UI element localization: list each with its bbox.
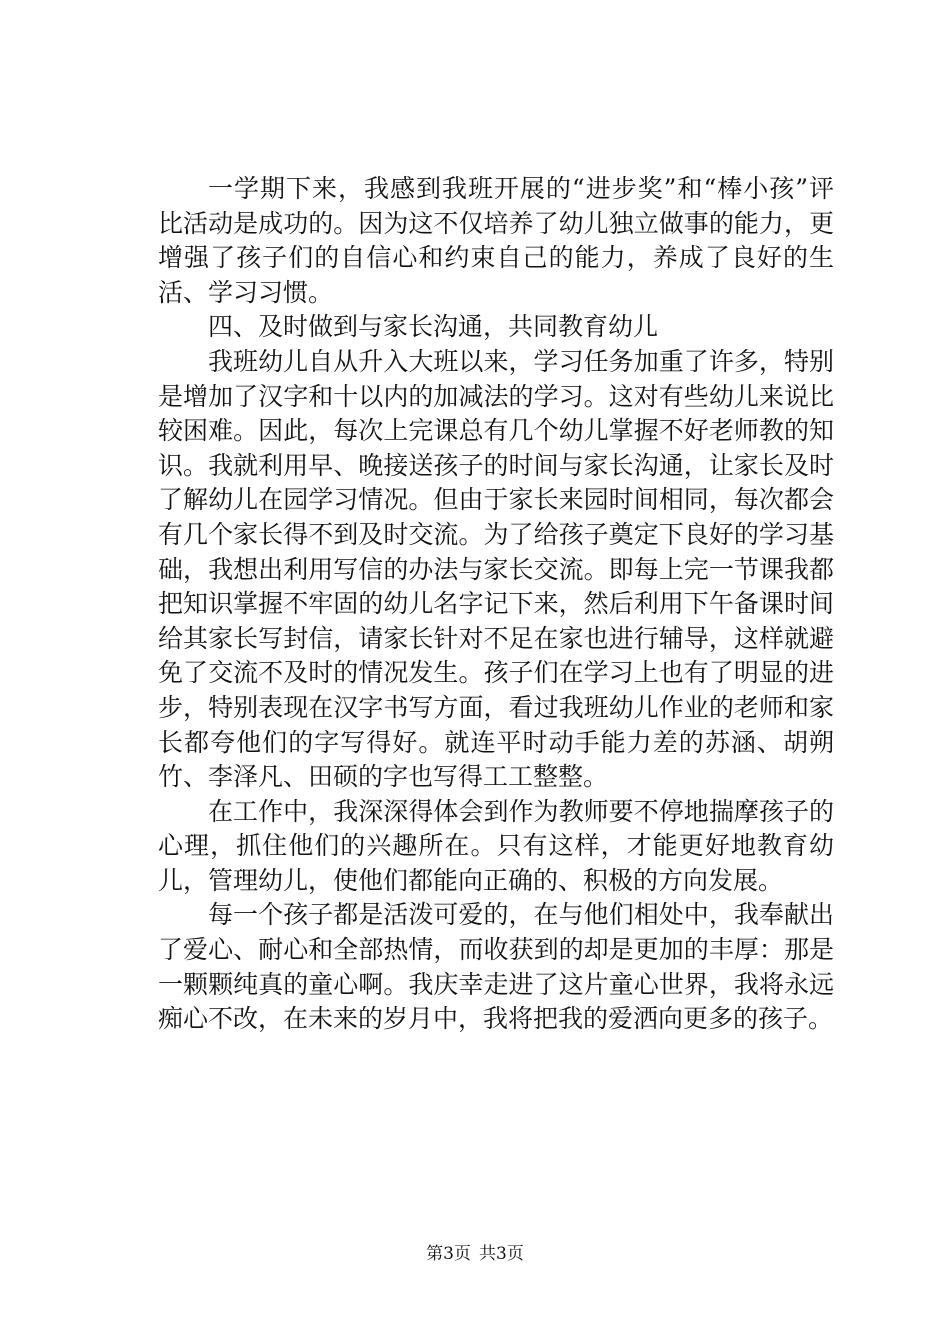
paragraph-parent-communication: 我班幼儿自从升入大班以来，学习任务加重了许多，特别是增加了汉字和十以内的加减法的学习。这对有些幼儿来说比较困难。因此，每次上完课总有几个幼儿掌握不好老师教的知识。我就利用早、晚接送孩子的时间与家长沟通，让家长及时了解幼儿在园学习情况。但由于家长来园时间相同，每次都会有几个家长得不到及时交流。为了给孩子奠定下良好的学习基础，我想出利用写信的办法与家长交流。即每上完一节课我都把知识掌握不牢固的幼儿名字记下来，然后利用下午备课时间给其家长写封信，请家长针对不足在家也进行辅导，这样就避免了交流不及时的情况发生。孩子们在学习上也有了明显的进步，特别表现在汉字书写方面，看过我班幼儿作业的老师和家长都夸他们的字写得好。就连平时动手能力差的苏涵、胡朔竹、李泽凡、田硕的字也写得工工整整。 [158,346,834,792]
page-number: 第3页 [426,1244,471,1264]
paragraph-reflection: 在工作中，我深深得体会到作为教师要不停地揣摩孩子的心理，抓住他们的兴趣所在。只有这样，才能更好地教育幼儿，管理幼儿，使他们都能向正确的、积极的方向发展。 [158,796,834,895]
paragraph-summary: 一学期下来，我感到我班开展的“进步奖”和“棒小孩”评比活动是成功的。因为这不仅培养了幼儿独立做事的能力，更增强了孩子们的自信心和约束自己的能力，养成了良好的生活、学习习惯。 [158,174,834,307]
paragraph-closing: 每一个孩子都是活泼可爱的，在与他们相处中，我奉献出了爱心、耐心和全部热情，而收获到的却是更加的丰厚：那是一颗颗纯真的童心啊。我庆幸走进了这片童心世界，我将永远痴心不改，在未来的岁月中，我将把我的爱洒向更多的孩子。 [158,900,834,1034]
page-footer [0,1243,950,1265]
section-heading: 四、及时做到与家长沟通，共同教育幼儿 [208,312,659,342]
page-total: 共3页 [479,1244,524,1264]
document-body [158,172,834,1037]
